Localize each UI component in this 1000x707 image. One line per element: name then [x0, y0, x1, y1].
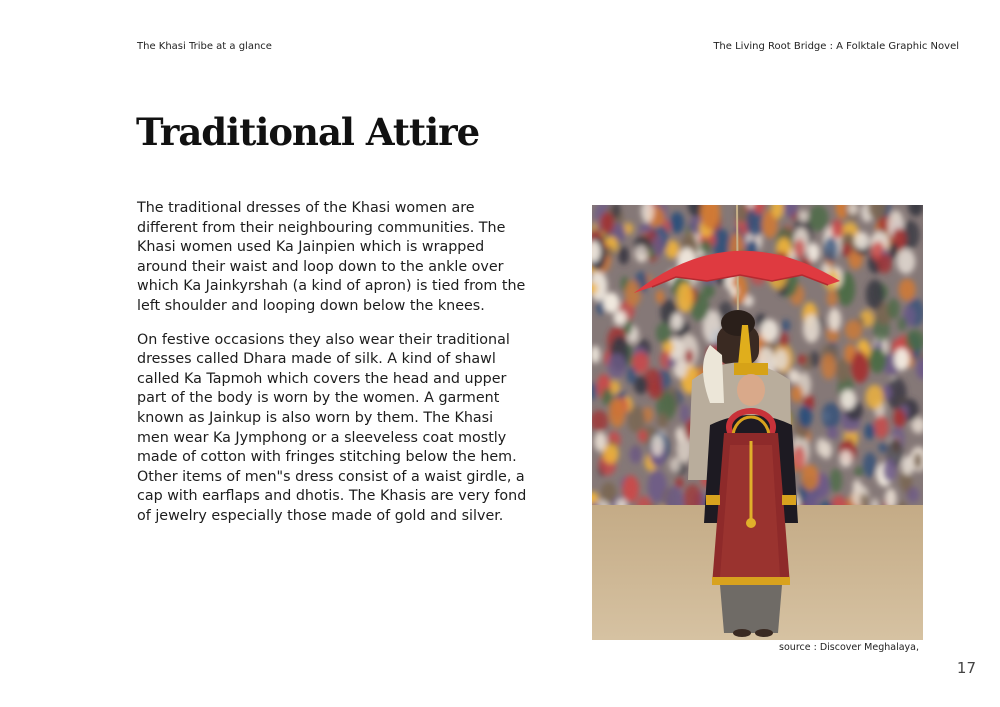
crowd-blob [883, 459, 896, 482]
crowd-blob [670, 212, 684, 233]
crowd-blob [652, 236, 665, 256]
crowd-blob [607, 353, 626, 378]
crowd-blob [830, 468, 843, 492]
crowd-blob [828, 308, 841, 331]
crowd-blob [874, 415, 889, 438]
crowd-blob [863, 452, 877, 477]
crowd-blob [614, 311, 627, 325]
crowd-blob [623, 475, 640, 502]
crowd-blob [779, 332, 788, 348]
crowd-blob [898, 317, 907, 331]
photo-caption: source : Discover Meghalaya, [779, 642, 919, 653]
crowd-blob [619, 247, 629, 265]
crowd-blob [907, 487, 920, 503]
crowd-blob [841, 243, 851, 257]
paragraph-2: On festive occasions they also wear their traditional dresses called Dhara made of silk. A kind of shawl called Ka Tapmoh which covers the head and upper part of the body is worn by the women. A garment known as Jainkup is also worn by them. The Khasi men wear Ka Jymphong or a sleeveless coat mostly made of cotton with fringes stitching below the hem. Other items of men"s dress consist of a waist girdle, a cap with earflaps and dhotis. The Khasis are very fond of jewelry especially those made of gold and silver. [137, 331, 527, 524]
crowd-blob [675, 478, 683, 488]
paragraph-1: The traditional dresses of the Khasi women are different from their neighbouring communities. The Khasi women used Ka Jainpien which is wrapped around their waist and loop down to the ankle over which Ka Jainkyrshah (a kind of apron) is tied from the left shoulder and looping down below the knees. [137, 200, 526, 314]
crowd-blob [798, 355, 806, 365]
crowd-blob [609, 397, 625, 427]
crowd-blob [651, 434, 663, 456]
crowd-blob [677, 282, 693, 312]
crowd-blob [603, 444, 619, 464]
crowd-blob [799, 405, 813, 427]
crowd-blob [878, 443, 887, 453]
crowd-blob [649, 382, 664, 399]
crowd-blob [803, 314, 820, 343]
crowd-blob [808, 205, 828, 232]
crowd-blob [866, 279, 884, 309]
crowd-blob [840, 390, 856, 410]
crowd-blob [821, 354, 835, 380]
crowd-blob [656, 290, 664, 303]
crowd-blob [877, 253, 892, 273]
crowd-blob [845, 320, 862, 340]
crowd-blob [657, 413, 668, 428]
khasi-attire-photo [592, 205, 923, 640]
crowd-blob [668, 358, 677, 368]
crowd-blob [914, 453, 922, 469]
crowd-blob [791, 385, 804, 403]
crowd-blob [893, 409, 905, 427]
crowd-blob [656, 323, 672, 344]
crowd-blob [887, 298, 900, 319]
crowd-blob [824, 237, 839, 262]
crowd-blob [605, 246, 614, 257]
crowd-blob [827, 426, 838, 439]
crowd-blob [868, 348, 886, 373]
crowd-blob [671, 313, 683, 330]
crowd-blob [603, 292, 619, 313]
crowd-blob [802, 464, 819, 491]
crowd-blob [781, 319, 790, 332]
crowd-blob [808, 243, 820, 262]
crowd-blob [634, 376, 648, 394]
crowd-blob [840, 450, 853, 467]
crowd-blob [827, 290, 837, 308]
crowd-blob [855, 232, 870, 249]
crowd-blob [899, 279, 916, 302]
crowd-blob [897, 249, 916, 274]
crowd-blob [670, 458, 681, 473]
crowd-blob [626, 366, 636, 384]
crowd-blob [851, 351, 869, 383]
crowd-blob [865, 385, 883, 410]
crowd-blob [676, 427, 685, 442]
crowd-blob [816, 438, 826, 456]
crowd-blob [760, 319, 778, 342]
crowd-blob [602, 388, 613, 405]
crowd-blob [894, 348, 909, 370]
crowd-blob [855, 466, 864, 476]
crowd-blob [831, 219, 843, 238]
page-title: Traditional Attire [136, 110, 480, 154]
crowd-blob [625, 280, 641, 306]
running-header-left: The Khasi Tribe at a glance [137, 41, 272, 52]
crowd-blob [638, 430, 647, 443]
crowd-blob [794, 239, 805, 259]
crowd-blob [730, 286, 738, 298]
page-number: 17 [956, 659, 976, 677]
crowd-blob [864, 423, 875, 439]
running-header-right: The Living Root Bridge : A Folktale Graphic Novel [713, 41, 959, 52]
crowd-blob [624, 320, 632, 335]
crowd-blob [600, 212, 614, 234]
body-text [137, 199, 529, 541]
crowd-blob [685, 349, 694, 363]
crowd-blob [630, 446, 642, 464]
crowd-blob [822, 403, 841, 429]
crowd-blob [699, 240, 711, 254]
crowd-blob [774, 349, 788, 370]
crowd-blob [799, 210, 808, 222]
crowd-blob [601, 482, 616, 502]
crowd-blob [635, 245, 648, 260]
